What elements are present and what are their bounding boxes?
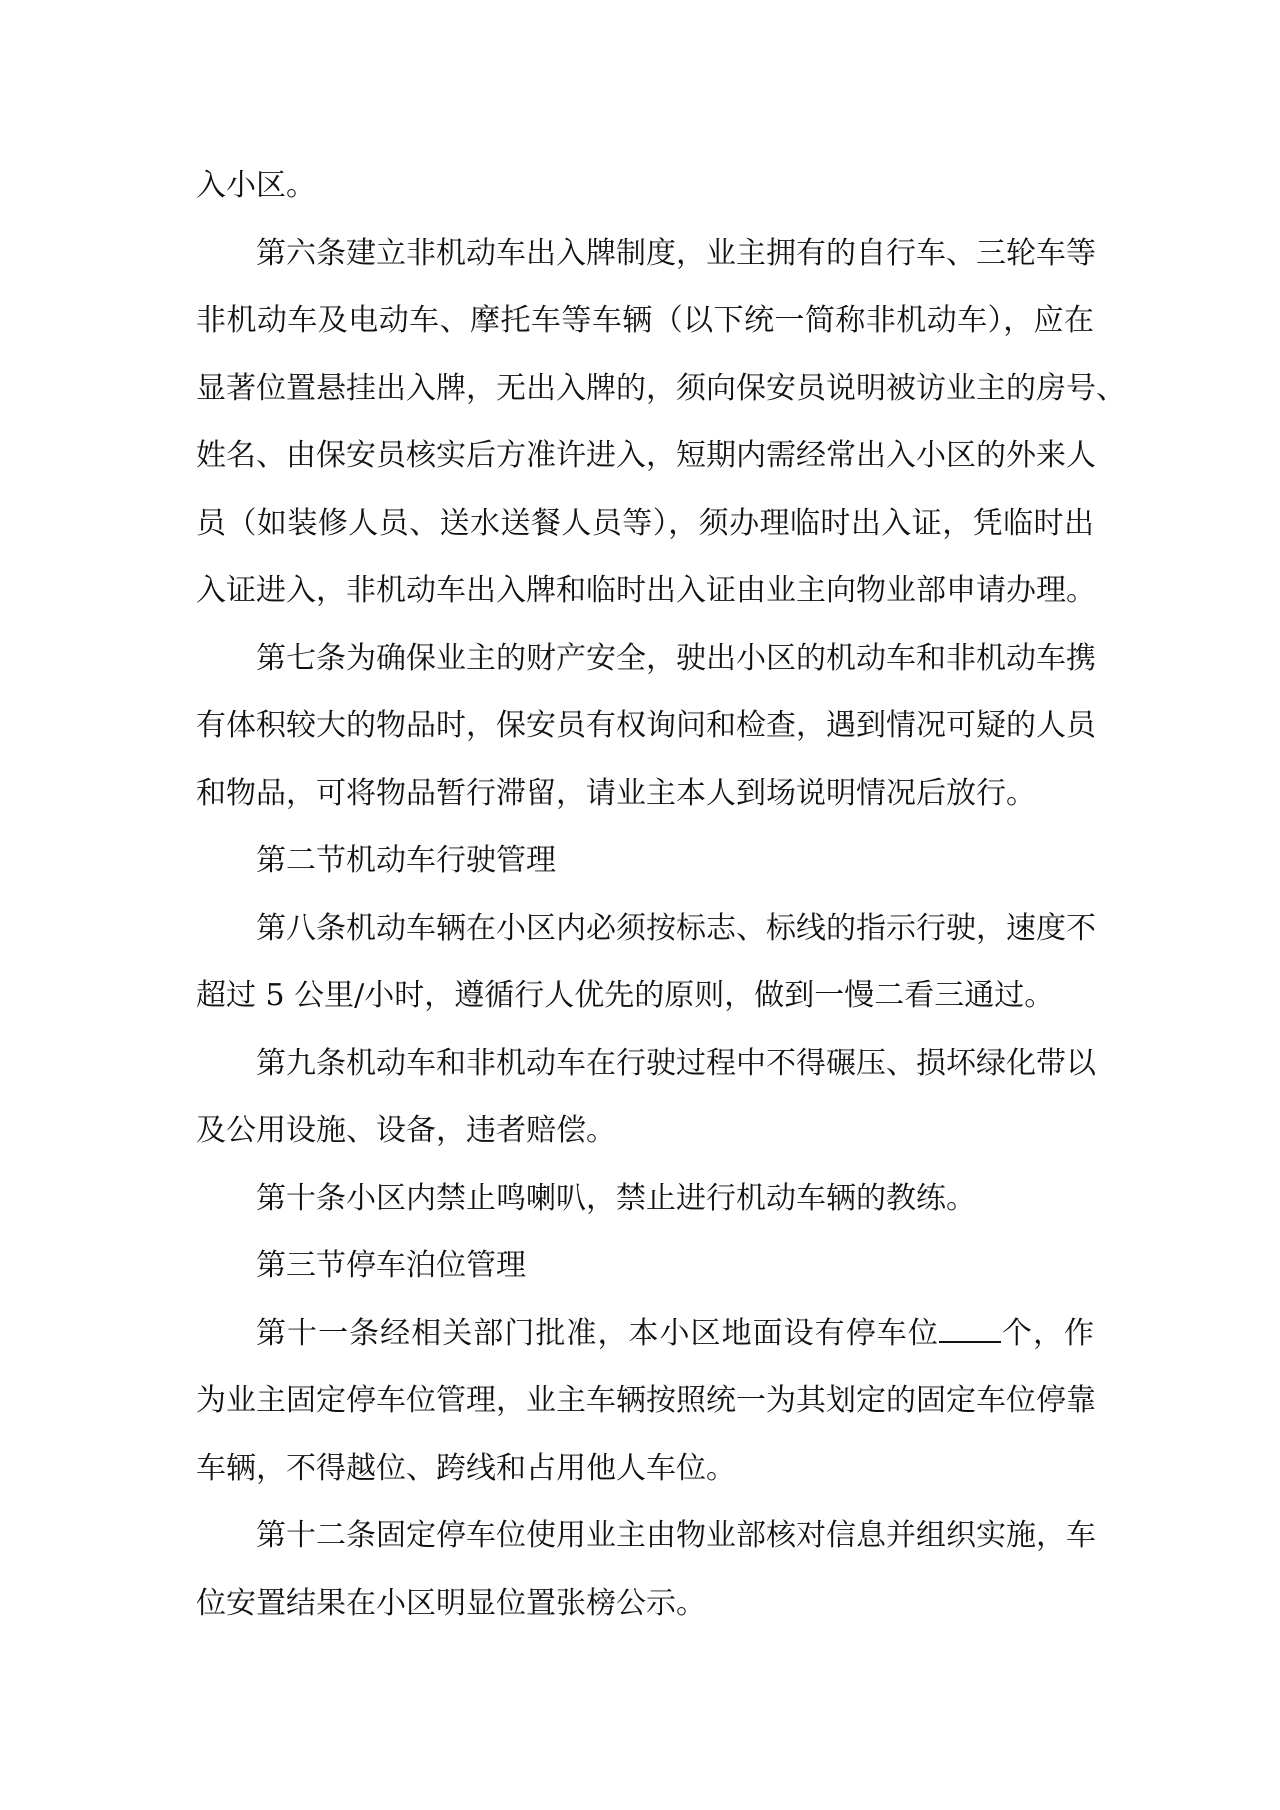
text-line: 员（如装修人员、送水送餐人员等），须办理临时出入证，凭临时出	[196, 505, 1094, 541]
text-line: 第七条为确保业主的财产安全，驶出小区的机动车和非机动车携	[256, 640, 1096, 676]
paragraph	[196, 1232, 1094, 1300]
text-line: 第二节机动车行驶管理	[256, 843, 556, 878]
text-line: 第十二条固定停车位使用业主由物业部核对信息并组织实施，车	[256, 1518, 1096, 1553]
text-line	[196, 1300, 1094, 1368]
paragraph	[196, 625, 1094, 828]
text-segment: 第十一条经相关部门批准，本小区地面设有停车位	[256, 1315, 939, 1351]
text-line: 第三节停车泊位管理	[256, 1248, 526, 1283]
text-line: 及公用设施、设备，违者赔偿。	[196, 1113, 616, 1148]
document-page	[196, 152, 1126, 1637]
text-line: 为业主固定停车位管理，业主车辆按照统一为其划定的固定车位停靠	[196, 1383, 1096, 1418]
text-line: 第九条机动车和非机动车在行驶过程中不得碾压、损坏绿化带以	[256, 1045, 1096, 1081]
text-line: 第八条机动车辆在小区内必须按标志、标线的指示行驶，速度不	[256, 910, 1096, 946]
text-line: 车辆，不得越位、跨线和占用他人车位。	[196, 1450, 736, 1486]
paragraph	[196, 152, 1094, 220]
text-line: 和物品，可将物品暂行滞留，请业主本人到场说明情况后放行。	[196, 775, 1036, 811]
paragraph	[196, 827, 1094, 895]
paragraph	[196, 1165, 1094, 1233]
paragraph	[196, 895, 1094, 1030]
text-line: 姓名、由保安员核实后方准许进入，短期内需经常出入小区的外来人	[196, 438, 1096, 473]
text-segment: 个，作	[1000, 1315, 1095, 1351]
text-line: 显著位置悬挂出入牌，无出入牌的，须向保安员说明被访业主的房号、	[196, 370, 1126, 406]
text-line: 入小区。	[196, 168, 316, 203]
paragraph	[196, 1030, 1094, 1165]
paragraph	[196, 1502, 1094, 1637]
text-line: 第十条小区内禁止鸣喇叭，禁止进行机动车辆的教练。	[256, 1180, 976, 1216]
text-line: 超过 5 公里/小时，遵循行人优先的原则，做到一慢二看三通过。	[196, 978, 1055, 1013]
fill-in-blank	[939, 1317, 1001, 1343]
paragraph	[196, 220, 1126, 625]
paragraph	[196, 1300, 1094, 1503]
text-line: 第六条建立非机动车出入牌制度，业主拥有的自行车、三轮车等	[256, 235, 1096, 271]
text-line: 非机动车及电动车、摩托车等车辆（以下统一简称非机动车），应在	[196, 303, 1094, 338]
text-line: 有体积较大的物品时，保安员有权询问和检查，遇到情况可疑的人员	[196, 708, 1096, 743]
text-line: 位安置结果在小区明显位置张榜公示。	[196, 1585, 706, 1621]
text-line: 入证进入，非机动车出入牌和临时出入证由业主向物业部申请办理。	[196, 573, 1096, 608]
